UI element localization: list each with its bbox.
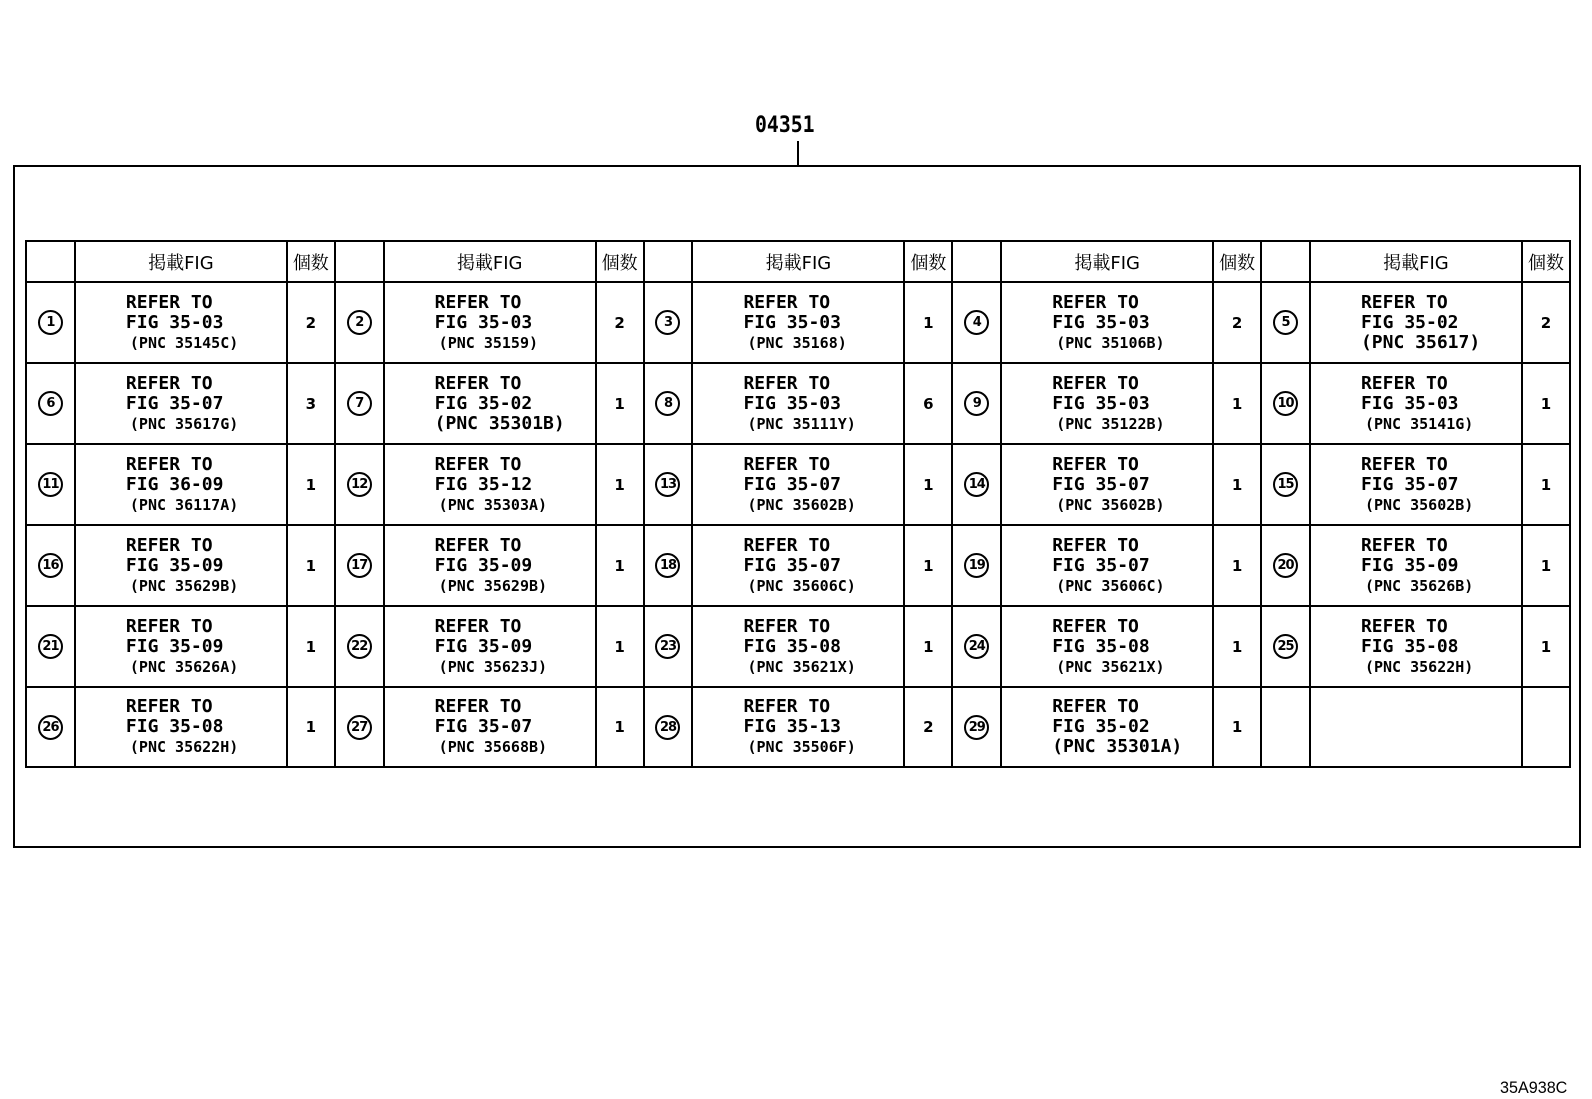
- pnc-code: (PNC 35629B): [438, 576, 548, 595]
- fig-reference-cell: [692, 687, 904, 767]
- fig-reference-cell: [384, 444, 596, 525]
- pnc-code: (PNC 35303A): [438, 495, 548, 514]
- fig-number: FIG 35-08: [743, 635, 841, 657]
- refer-to-label: REFER TO: [1360, 534, 1448, 556]
- callout-cell: [952, 525, 1001, 606]
- callout-number: 27: [347, 715, 372, 740]
- callout-number: 14: [964, 472, 989, 497]
- callout-number: 6: [38, 391, 63, 416]
- callout-cell: [26, 282, 75, 363]
- quantity-cell: 1: [596, 606, 644, 687]
- header-qty: 個数: [904, 241, 952, 282]
- header-num-blank: [1261, 241, 1310, 282]
- pnc-code: (PNC 35506F): [747, 738, 856, 756]
- fig-number: FIG 35-07: [743, 473, 841, 495]
- callout-number: 10: [1273, 391, 1298, 416]
- header-num-blank: [335, 241, 384, 282]
- fig-reference-cell: [1001, 687, 1213, 767]
- pnc-code: (PNC 35626A): [129, 657, 239, 676]
- callout-number: 20: [1273, 553, 1298, 578]
- refer-to-label: REFER TO: [743, 534, 831, 556]
- refer-to-label: REFER TO: [1052, 534, 1139, 556]
- callout-number: 11: [38, 472, 63, 497]
- fig-number: FIG 35-03: [434, 311, 533, 333]
- pnc-code: (PNC 35623J): [438, 657, 548, 676]
- fig-number: FIG 35-12: [434, 473, 533, 495]
- table-row: [26, 525, 1570, 606]
- fig-reference-cell: [75, 363, 287, 444]
- fig-reference-cell: [1001, 363, 1213, 444]
- pnc-code: (PNC 35668B): [438, 738, 548, 756]
- header-fig: 掲載FIG: [384, 241, 596, 282]
- fig-reference-cell: [692, 282, 904, 363]
- fig-reference-cell: [1310, 444, 1522, 525]
- fig-number: FIG 35-03: [1052, 392, 1150, 414]
- pnc-code: (PNC 35602B): [1056, 495, 1165, 514]
- callout-number: 4: [964, 310, 989, 335]
- fig-reference-cell: [1310, 525, 1522, 606]
- quantity-cell: 1: [287, 444, 335, 525]
- refer-to-label: REFER TO: [1052, 291, 1139, 313]
- fig-number: FIG 35-07: [1052, 554, 1150, 576]
- fig-number: FIG 35-03: [125, 311, 224, 333]
- pnc-code: (PNC 35621X): [747, 657, 856, 676]
- callout-number: 29: [964, 715, 989, 740]
- callout-number: 21: [38, 634, 63, 659]
- callout-cell: [335, 363, 384, 444]
- fig-reference-cell: [1310, 687, 1522, 767]
- refer-to-label: REFER TO: [1360, 453, 1448, 475]
- refer-to-label: REFER TO: [743, 615, 831, 637]
- fig-reference-cell: [1310, 363, 1522, 444]
- fig-number: FIG 35-02: [1052, 716, 1150, 737]
- refer-to-label: REFER TO: [434, 453, 522, 475]
- callout-cell: [26, 687, 75, 767]
- quantity-cell: 1: [287, 606, 335, 687]
- callout-cell: [644, 606, 693, 687]
- fig-number: FIG 35-07: [125, 392, 224, 414]
- callout-number: 13: [655, 472, 680, 497]
- refer-to-label: REFER TO: [743, 453, 831, 475]
- pnc-code: (PNC 35606C): [1056, 576, 1165, 595]
- callout-number: 5: [1273, 310, 1298, 335]
- fig-reference-cell: [692, 363, 904, 444]
- refer-to-label: REFER TO: [434, 372, 522, 394]
- table-row: [26, 606, 1570, 687]
- callout-number: 23: [655, 634, 680, 659]
- callout-cell: [644, 444, 693, 525]
- callout-cell: [1261, 687, 1310, 767]
- refer-to-label: REFER TO: [743, 291, 831, 313]
- header-fig: 掲載FIG: [75, 241, 287, 282]
- fig-number: FIG 35-03: [743, 392, 841, 414]
- table-body: [26, 282, 1570, 767]
- quantity-cell: 1: [904, 282, 952, 363]
- callout-cell: [1261, 444, 1310, 525]
- fig-reference-cell: [384, 282, 596, 363]
- fig-number: FIG 36-09: [125, 473, 224, 495]
- fig-number: FIG 35-03: [1052, 311, 1150, 333]
- assembly-part-number: 04351: [755, 113, 815, 138]
- pnc-code: (PNC 35301A): [1052, 736, 1183, 757]
- quantity-cell: 1: [1213, 687, 1261, 767]
- fig-number: FIG 35-09: [125, 554, 224, 576]
- quantity-cell: 1: [596, 525, 644, 606]
- pnc-code: (PNC 35617): [1360, 331, 1481, 353]
- pnc-code: (PNC 35159): [438, 333, 539, 352]
- quantity-cell: 1: [904, 444, 952, 525]
- fig-reference-cell: [384, 525, 596, 606]
- refer-to-label: REFER TO: [1052, 372, 1139, 394]
- fig-reference-cell: [75, 687, 287, 767]
- quantity-cell: 1: [1213, 525, 1261, 606]
- pnc-code: (PNC 35622H): [129, 738, 239, 756]
- callout-cell: [952, 282, 1001, 363]
- pnc-code: (PNC 35622H): [1364, 657, 1474, 676]
- callout-number: 1: [38, 310, 63, 335]
- table-row: [26, 363, 1570, 444]
- quantity-cell: 1: [287, 525, 335, 606]
- fig-number: FIG 35-07: [1052, 473, 1150, 495]
- callout-number: 3: [655, 310, 680, 335]
- fig-reference-cell: [1001, 606, 1213, 687]
- callout-cell: [26, 525, 75, 606]
- callout-number: 25: [1273, 634, 1298, 659]
- refer-to-label: REFER TO: [1052, 696, 1139, 717]
- fig-reference-cell: [692, 606, 904, 687]
- quantity-cell: 6: [904, 363, 952, 444]
- header-qty: 個数: [1522, 241, 1570, 282]
- callout-number: 2: [347, 310, 372, 335]
- quantity-cell: 1: [904, 525, 952, 606]
- header-qty: 個数: [596, 241, 644, 282]
- pnc-code: (PNC 35111Y): [747, 414, 856, 433]
- fig-number: FIG 35-02: [434, 392, 533, 414]
- pnc-code: (PNC 35122B): [1056, 414, 1165, 433]
- callout-cell: [26, 363, 75, 444]
- callout-number: 7: [347, 391, 372, 416]
- callout-cell: [644, 687, 693, 767]
- fig-reference-cell: [75, 606, 287, 687]
- fig-number: FIG 35-07: [1360, 473, 1459, 495]
- pnc-code: (PNC 35141G): [1364, 414, 1474, 433]
- fig-number: FIG 35-09: [434, 635, 533, 657]
- callout-cell: [335, 525, 384, 606]
- fig-number: FIG 35-08: [125, 716, 224, 737]
- callout-cell: [1261, 525, 1310, 606]
- callout-cell: [952, 444, 1001, 525]
- header-qty: 個数: [1213, 241, 1261, 282]
- fig-reference-cell: [1001, 444, 1213, 525]
- callout-number: 18: [655, 553, 680, 578]
- header-fig: 掲載FIG: [1310, 241, 1522, 282]
- refer-to-label: REFER TO: [1052, 615, 1139, 637]
- fig-number: FIG 35-08: [1360, 635, 1459, 657]
- fig-reference-cell: [75, 444, 287, 525]
- pnc-code: (PNC 35629B): [129, 576, 239, 595]
- leader-line: [797, 141, 799, 165]
- callout-number: 8: [655, 391, 680, 416]
- refer-to-label: REFER TO: [1360, 615, 1448, 637]
- header-num-blank: [644, 241, 693, 282]
- fig-reference-cell: [692, 525, 904, 606]
- pnc-code: (PNC 35301B): [434, 412, 565, 434]
- callout-cell: [335, 606, 384, 687]
- fig-reference-cell: [75, 525, 287, 606]
- quantity-cell: 2: [1522, 282, 1570, 363]
- quantity-cell: 1: [1213, 444, 1261, 525]
- refer-to-label: REFER TO: [434, 291, 522, 313]
- refer-to-label: REFER TO: [1360, 372, 1448, 394]
- callout-cell: [1261, 363, 1310, 444]
- pnc-code: (PNC 35168): [747, 333, 847, 352]
- reference-table: [25, 240, 1571, 768]
- refer-to-label: REFER TO: [434, 615, 522, 637]
- fig-number: FIG 35-07: [743, 554, 841, 576]
- fig-number: FIG 35-08: [1052, 635, 1150, 657]
- quantity-cell: 2: [904, 687, 952, 767]
- callout-number: 17: [347, 553, 372, 578]
- drawing-code: 35A938C: [1500, 1078, 1568, 1097]
- callout-cell: [335, 444, 384, 525]
- callout-number: 24: [964, 634, 989, 659]
- fig-reference-cell: [1310, 282, 1522, 363]
- fig-number: FIG 35-09: [434, 554, 533, 576]
- pnc-code: (PNC 35621X): [1056, 657, 1165, 676]
- fig-reference-cell: [384, 363, 596, 444]
- fig-number: FIG 35-13: [743, 716, 841, 737]
- refer-to-label: REFER TO: [125, 372, 213, 394]
- fig-reference-cell: [384, 687, 596, 767]
- quantity-cell: 3: [287, 363, 335, 444]
- callout-cell: [644, 363, 693, 444]
- fig-reference-cell: [384, 606, 596, 687]
- fig-number: FIG 35-09: [1360, 554, 1459, 576]
- pnc-code: (PNC 35106B): [1056, 333, 1165, 352]
- callout-number: 12: [347, 472, 372, 497]
- fig-reference-cell: [1310, 606, 1522, 687]
- refer-to-label: REFER TO: [434, 696, 522, 717]
- refer-to-label: REFER TO: [743, 696, 831, 717]
- quantity-cell: 1: [596, 444, 644, 525]
- callout-cell: [1261, 606, 1310, 687]
- fig-number: FIG 35-03: [1360, 392, 1459, 414]
- callout-cell: [952, 606, 1001, 687]
- header-qty: 個数: [287, 241, 335, 282]
- callout-number: 9: [964, 391, 989, 416]
- callout-cell: [335, 687, 384, 767]
- callout-cell: [952, 687, 1001, 767]
- fig-number: FIG 35-03: [743, 311, 841, 333]
- callout-cell: [1261, 282, 1310, 363]
- refer-to-label: REFER TO: [125, 534, 213, 556]
- fig-reference-cell: [75, 282, 287, 363]
- callout-number: 16: [38, 553, 63, 578]
- fig-reference-cell: [692, 444, 904, 525]
- refer-to-label: REFER TO: [743, 372, 831, 394]
- quantity-cell: 1: [1213, 363, 1261, 444]
- quantity-cell: 1: [1522, 525, 1570, 606]
- quantity-cell: 1: [596, 363, 644, 444]
- refer-to-label: REFER TO: [1360, 291, 1448, 313]
- callout-number: 15: [1273, 472, 1298, 497]
- pnc-code: (PNC 35602B): [1364, 495, 1474, 514]
- quantity-cell: [1522, 687, 1570, 767]
- callout-number: 26: [38, 715, 63, 740]
- refer-to-label: REFER TO: [125, 696, 213, 717]
- header-num-blank: [952, 241, 1001, 282]
- quantity-cell: 1: [1213, 606, 1261, 687]
- callout-number: 22: [347, 634, 372, 659]
- fig-reference-cell: [1001, 525, 1213, 606]
- fig-reference-cell: [1001, 282, 1213, 363]
- callout-cell: [335, 282, 384, 363]
- pnc-code: (PNC 36117A): [129, 495, 239, 514]
- quantity-cell: 2: [596, 282, 644, 363]
- refer-to-label: REFER TO: [125, 615, 213, 637]
- header-fig: 掲載FIG: [1001, 241, 1213, 282]
- pnc-code: (PNC 35617G): [129, 414, 239, 433]
- refer-to-label: REFER TO: [1052, 453, 1139, 475]
- table-row: [26, 282, 1570, 363]
- callout-cell: [26, 444, 75, 525]
- callout-cell: [26, 606, 75, 687]
- quantity-cell: 1: [1522, 363, 1570, 444]
- quantity-cell: 1: [596, 687, 644, 767]
- callout-cell: [644, 525, 693, 606]
- fig-number: FIG 35-09: [125, 635, 224, 657]
- fig-number: FIG 35-07: [434, 716, 533, 737]
- pnc-code: (PNC 35626B): [1364, 576, 1474, 595]
- header-fig: 掲載FIG: [692, 241, 904, 282]
- quantity-cell: 2: [1213, 282, 1261, 363]
- fig-number: FIG 35-02: [1360, 311, 1459, 333]
- quantity-cell: 1: [1522, 606, 1570, 687]
- header-num-blank: [26, 241, 75, 282]
- quantity-cell: 1: [1522, 444, 1570, 525]
- table-row: [26, 687, 1570, 767]
- table-header-row: [26, 241, 1570, 282]
- refer-to-label: REFER TO: [434, 534, 522, 556]
- refer-to-label: REFER TO: [125, 291, 213, 313]
- quantity-cell: 1: [904, 606, 952, 687]
- table-row: [26, 444, 1570, 525]
- pnc-code: (PNC 35602B): [747, 495, 856, 514]
- callout-number: 19: [964, 553, 989, 578]
- pnc-code: (PNC 35145C): [129, 333, 239, 352]
- callout-number: 28: [655, 715, 680, 740]
- callout-cell: [644, 282, 693, 363]
- pnc-code: (PNC 35606C): [747, 576, 856, 595]
- quantity-cell: 1: [287, 687, 335, 767]
- callout-cell: [952, 363, 1001, 444]
- quantity-cell: 2: [287, 282, 335, 363]
- refer-to-label: REFER TO: [125, 453, 213, 475]
